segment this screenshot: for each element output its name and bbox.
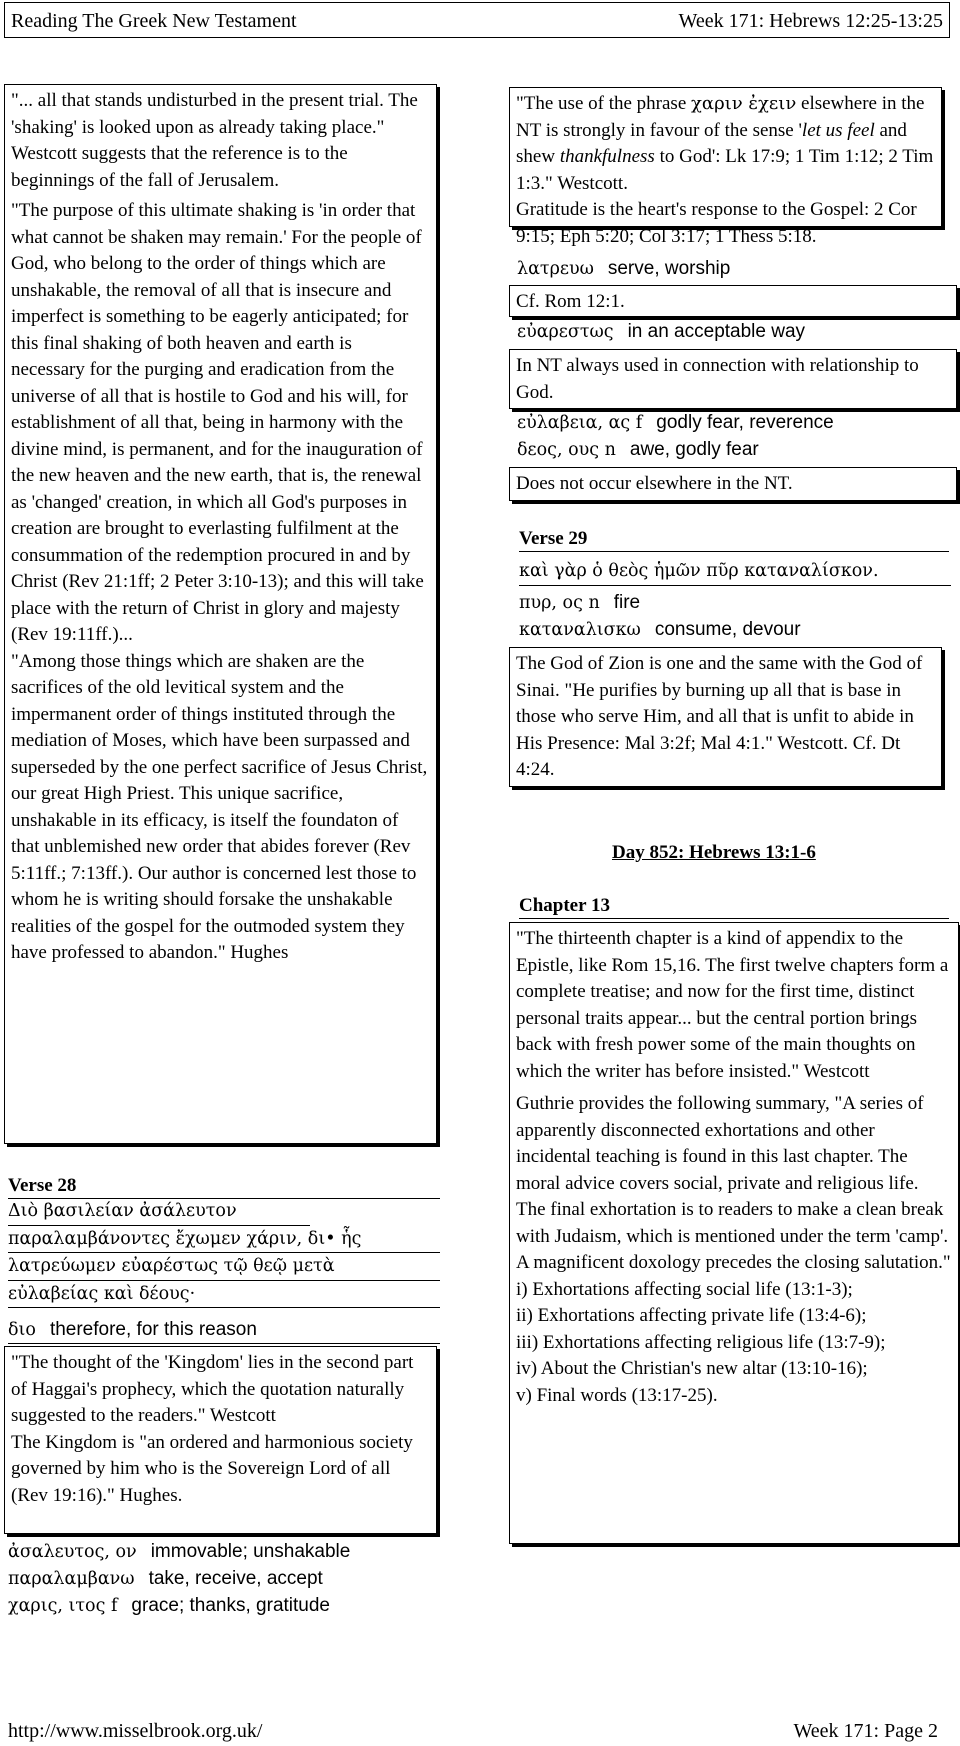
commentary-paragraph: The God of Zion is one and the same with the God of Sinai. "He purifies by burning up all that is base in those who serve Him, and all that is unfit to abide in His Presence: Mal 3:2f; Mal 4:1." Westcott. Cf. Dt 4:24. xyxy=(516,653,923,780)
text-run: elsewhere in the NT is strongly in favour of the sense ' xyxy=(516,93,925,141)
gloss-definition: in an acceptable way xyxy=(627,321,806,342)
verse-29-line: καὶ γὰρ ὁ θεὸς ἡμῶν πῦρ καταναλίσκον. xyxy=(519,558,951,586)
gloss-paralambano xyxy=(8,1566,323,1592)
gloss-definition: serve, worship xyxy=(607,258,731,279)
gloss-eulabeia xyxy=(517,410,834,436)
list-item: ii) Exhortations affecting private life (13:4-6); xyxy=(516,1305,867,1326)
page-header xyxy=(4,2,950,38)
gloss-definition: consume, devour xyxy=(654,619,801,640)
text-run: and shew xyxy=(516,119,907,167)
verse-29-text xyxy=(519,558,959,586)
commentary-paragraph: "... all that stands undisturbed in the present trial. The 'shaking' is looked upon as already taking place." Westcott suggests that the reference is to the beginnings of the fall of Jerusalem. xyxy=(11,90,418,191)
list-item: v) Final words (13:17-25). xyxy=(516,1384,718,1406)
day-title: Day 852: Hebrews 13:1-6 xyxy=(612,842,816,863)
commentary-box-chapter-13 xyxy=(509,922,959,1544)
commentary-paragraph: The Kingdom is "an ordered and harmonious society governed by him who is the Sovereign Lord of all (Rev 19:16)." Hughes. xyxy=(11,1431,413,1506)
gloss-greek: λατρευω xyxy=(517,259,594,279)
verse-28-heading: Verse 28 xyxy=(8,1174,440,1199)
gloss-deos xyxy=(517,437,759,463)
gloss-charis xyxy=(8,1593,330,1619)
gloss-euarestos xyxy=(517,319,805,345)
commentary-box-gratitude xyxy=(509,87,942,247)
commentary-box-shaking xyxy=(4,84,437,1144)
gloss-definition: therefore, for this reason xyxy=(49,1319,257,1340)
italic-run: thankfulness xyxy=(559,146,655,167)
header-title: Reading The Greek New Testament xyxy=(11,10,297,32)
commentary-box-kingdom xyxy=(4,1346,437,1534)
commentary-paragraph: Gratitude is the heart's response to the Gospel: 2 Cor 9:15; Eph 5:20; Col 3:17; 1 Thess 5:18. xyxy=(516,199,917,247)
chapter-heading: Chapter 13 xyxy=(519,894,949,919)
summary-list xyxy=(516,1277,952,1410)
gloss-pyr xyxy=(519,590,640,616)
gloss-katanalisko xyxy=(519,617,801,643)
commentary-box-rom xyxy=(509,285,957,317)
verse-28-line: εὐλαβείας καὶ δέους· xyxy=(8,1281,440,1309)
gloss-greek: καταναλισκω xyxy=(519,620,641,640)
gloss-definition: grace; thanks, gratitude xyxy=(131,1595,330,1616)
footer-page: Week 171: Page 2 xyxy=(793,1720,938,1742)
commentary-box-zion xyxy=(509,647,942,787)
text-run: to God': Lk 17:9; 1 Tim 1:12; 2 Tim 1:3." Westcott. xyxy=(516,146,934,194)
verse-28-line: λατρεύωμεν εὐαρέστως τῷ θεῷ μετὰ xyxy=(8,1253,440,1281)
header-week: Week 171: Hebrews 12:25-13:25 xyxy=(678,10,943,32)
commentary-box-nt xyxy=(509,467,957,501)
verse-28-line: Διὸ βασιλείαν ἀσάλευτον xyxy=(8,1198,310,1226)
gloss-greek: πυρ, ος n xyxy=(519,593,600,613)
italic-run: let us feel xyxy=(801,119,875,141)
list-item: iv) About the Christian's new altar (13:10-16); xyxy=(516,1358,868,1379)
commentary-paragraph: In NT always used in connection with relationship to God. xyxy=(516,355,919,403)
commentary-paragraph: Cf. Rom 12:1. xyxy=(516,291,625,312)
gloss-greek: παραλαμβανω xyxy=(8,1569,135,1589)
verse-28-line: παραλαμβάνοντες ἔχωμεν χάριν, δι• ἧς xyxy=(8,1226,440,1254)
gloss-greek: δεος, ους n xyxy=(517,440,616,460)
gloss-greek: ἀσαλευτος, ον xyxy=(8,1542,137,1562)
gloss-greek: διο xyxy=(8,1320,36,1340)
gloss-definition: awe, godly fear xyxy=(629,439,759,460)
gloss-dio xyxy=(8,1317,440,1344)
commentary-paragraph xyxy=(516,91,935,197)
gloss-definition: take, receive, accept xyxy=(148,1568,323,1589)
gloss-greek: εὐαρεστως xyxy=(517,322,614,342)
list-item: i) Exhortations affecting social life (13:1-3); xyxy=(516,1278,853,1300)
commentary-paragraph: Does not occur elsewhere in the NT. xyxy=(516,473,793,494)
commentary-paragraph: "The thirteenth chapter is a kind of appendix to the Epistle, like Rom 15,16. The first twelve chapters form a complete treatise; and now for the first time, distinct personal traits appear... but the central portion brings back with fresh power some of the main thoughts on which the writer has before insisted." Westcott xyxy=(516,928,949,1082)
list-item: iii) Exhortations affecting religious life (13:7-9); xyxy=(516,1331,886,1353)
text-run: "The use of the phrase xyxy=(516,93,691,114)
gloss-definition: immovable; unshakable xyxy=(150,1541,351,1562)
commentary-paragraph: Guthrie provides the following summary, "A series of apparently disconnected exhortations and other incidental teaching is found in this last chapter. The moral advice covers social, private and religious life. The final exhortation is to readers to make a clean break with Judaism, which is mentioned under the term 'camp'. A magnificent doxology precedes the closing salutation." xyxy=(516,1093,951,1273)
commentary-paragraph: "The purpose of this ultimate shaking is 'in order that what cannot be shaken may remain.' For the people of God, who belong to the order of things which are unshakable, the removal of all that is insecure and imperfect is something to be eagerly anticipated; for this final shaking of both heaven and earth is necessary for the purging and eradication from the universe of all that is hostile to God and his will, for establishment of all that, being in harmony with the divine mind, is permanent, and for the inauguration of the new heaven and the new earth, that is, the renewal as 'changed' creation, in which all God's purposes in creation are brought to everlasting fulfilment at the consummation of the redemption procured in and by Christ (Rev 21:1ff; 2 Peter 3:10-13); and this will take place with the return of Christ in glory and majesty (Rev 19:11ff.)... xyxy=(11,200,424,645)
greek-phrase: χαριν ἐχειν xyxy=(691,93,797,114)
commentary-paragraph: "The thought of the 'Kingdom' lies in the second part of Haggai's prophecy, which the quotation naturally suggested to the readers." Westcott xyxy=(11,1352,414,1426)
footer-url-link[interactable]: http://www.misselbrook.org.uk/ xyxy=(8,1720,263,1742)
commentary-paragraph: "Among those things which are shaken are the sacrifices of the old levitical system and the impermanent order of things instituted through the mediation of Moses, which have been surpassed and superseded by the one perfect sacrifice of Jesus Christ, our great High Priest. This unique sacrifice, unshakable in its efficacy, is itself the foundaton of that unblemished new order that abides forever (Rev 5:11ff.; 7:13ff.). Our author is concerned lest those to whom he is writing should forsake the unshakable realities of the gospel for the outmoded system they have professed to abandon." Hughes xyxy=(11,650,428,963)
commentary-box-relationship xyxy=(509,349,957,409)
verse-29-heading: Verse 29 xyxy=(519,527,949,552)
gloss-asaleutos xyxy=(8,1539,350,1565)
gloss-definition: godly fear, reverence xyxy=(656,412,834,433)
gloss-greek: εὐλαβεια, ας f xyxy=(517,413,643,433)
gloss-greek: χαρις, ιτος f xyxy=(8,1596,118,1616)
verse-28-text xyxy=(8,1198,448,1308)
gloss-definition: fire xyxy=(613,592,641,613)
gloss-latreuo xyxy=(517,256,730,282)
